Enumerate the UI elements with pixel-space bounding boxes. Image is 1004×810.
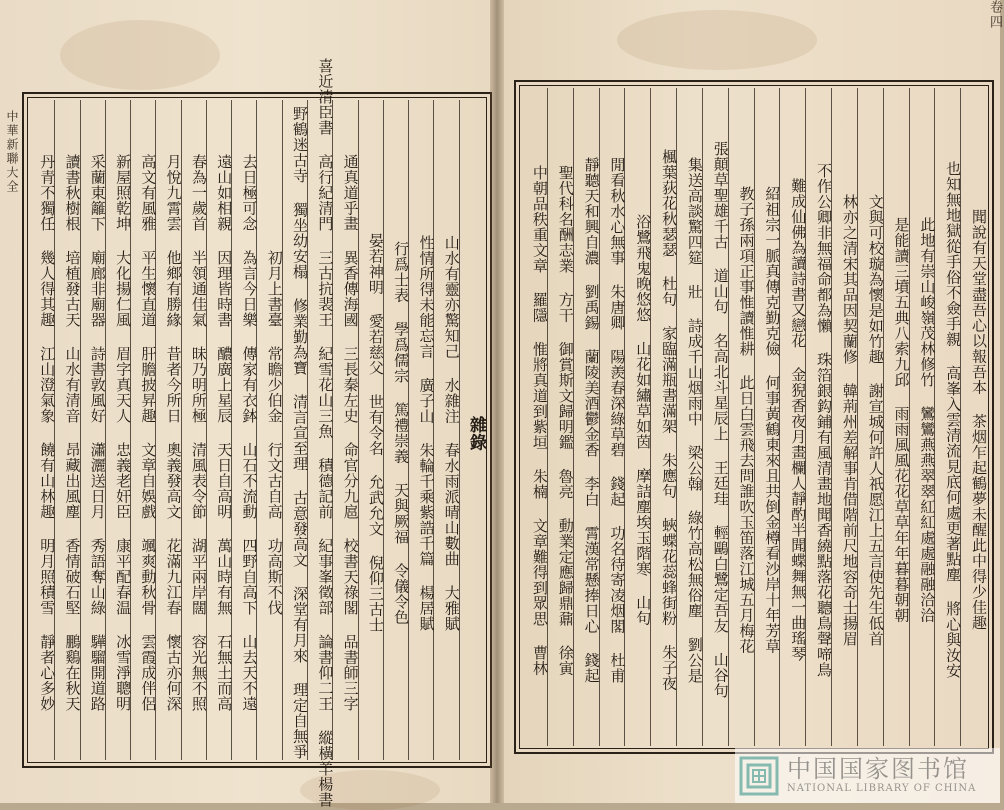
text-column <box>231 100 259 760</box>
text-column <box>282 100 310 760</box>
text-column <box>960 88 986 746</box>
column-text: 難成仙佛為讀詩書又戀花 金猊香夜月畫欄人靜酌半聞蝶舞無一曲瑤琴 <box>789 178 808 662</box>
column-text: 野鶴迷古寺 獨坐幼安榻 修業勤為寶 清言宣至理 古意發高文 深堂有月來 理定自無爭 <box>291 106 310 760</box>
column-text: 通真道乎畫 異香傳海國 三長秦左史 命官分九扈 校書天祿閣 品書師三字 <box>341 154 360 712</box>
text-column <box>54 100 82 760</box>
column-text: 中朝品秩重文章 羅隱 惟將真道到紫垣 朱楠 文章難得到眾思 曹林 <box>530 164 549 676</box>
text-column <box>80 100 105 760</box>
text-column <box>332 100 360 760</box>
column-text: 文與可校璇為懷是如竹趣 謝宣城何許人祇愿江上五言使先生低首 <box>866 193 885 647</box>
paper-stain <box>617 10 817 70</box>
right-page <box>497 0 1000 803</box>
text-column <box>155 100 183 760</box>
text-column <box>547 88 573 746</box>
column-text: 月悅九霄雲 他鄉有勝緣 昔者今所日 奧義發高文 花滿九江春 懷古亦何深 <box>164 154 183 712</box>
text-column <box>883 88 909 746</box>
text-column <box>831 88 857 746</box>
column-text: 不作公卿非無福命都為懶 珠箔銀鈎鋪有風清畫地聞香繞點落花聽鳥聲啼鳥 <box>815 162 834 678</box>
column-text: 喜近清臣書 高行紀清門 三古抗裴王 紀雪花山三魚 積德記前 紀事峯徵部 論書仰二王 縱橫羊楊書 <box>316 58 335 808</box>
column-text: 丹青不獨任 幾人得其趣 江山澄氣象 饒有山林趣 明月照積雪 靜者心多妙 <box>38 154 57 712</box>
text-column <box>573 88 599 746</box>
column-text: 春為一歲首 半領通佳氣 昧乃明所極 清風表令節 湖平兩岸闊 容光無不照 <box>189 154 208 712</box>
column-text: 雜錄 <box>466 415 486 451</box>
column-text: 是能讀三墳五典八索九邱 雨雨風風花花草草年年暮暮朝朝 <box>892 217 911 623</box>
text-column <box>934 88 963 746</box>
column-text: 靜聽天和興自濃 劉禹錫 蘭陵美酒鬱金香 李白 霄漢常懸捧日心 錢起 <box>582 156 601 684</box>
text-column <box>624 88 653 746</box>
column-text: 去日極可念 為言今日樂 傳家有衣鉢 山石不流動 四野自高下 山去天不遠 <box>240 154 259 712</box>
text-column <box>805 88 834 746</box>
text-column <box>650 88 679 746</box>
text-column <box>599 88 625 746</box>
text-column <box>30 100 57 760</box>
text-column <box>909 88 935 746</box>
left-page <box>0 0 497 808</box>
column-text: 高文有風雅 平生懷直道 肝膽披昇趣 文章自娛戲 颯爽動秋骨 雲霞成伴侶 <box>139 154 158 712</box>
column-text: 張顛草聖雄千古 道山句 名高北斗星辰上 王廷珪 輕鷗白鷺定吾友 山谷句 <box>711 141 730 699</box>
paper-stain <box>60 20 220 90</box>
text-column <box>676 88 702 746</box>
text-column <box>522 88 547 746</box>
text-column <box>459 100 484 760</box>
text-column <box>181 100 206 760</box>
column-text: 山水有靈亦驚知己 水雜注 春水雨派晴山數曲 大雅賦 <box>442 234 461 632</box>
text-column <box>256 100 284 760</box>
right-text-columns <box>522 88 986 746</box>
text-column <box>857 88 883 746</box>
column-text: 晏若神明 愛若慈父 世有令名 允武允文 倪仰三古士 <box>366 233 385 633</box>
text-column <box>130 100 158 760</box>
text-column <box>754 88 780 746</box>
text-column <box>702 88 728 746</box>
text-column <box>779 88 808 746</box>
text-column <box>105 100 133 760</box>
text-column <box>358 100 383 760</box>
column-text: 也知無地獄從手俗不僉手親 高峯入雲清流見底何處更著點塵 將心與汝安 <box>944 161 963 679</box>
column-text: 林亦之清宋其品因契蘭修 韓荊州差解事肯借階前尺地容奇士揚眉 <box>840 193 859 647</box>
text-column <box>383 100 411 760</box>
book-spine <box>490 0 504 803</box>
left-text-columns <box>30 58 486 808</box>
column-text: 采蘭東籬下 廟廊非廟器 詩書敦風好 瀟灑送日月 秀語奪山綠 驊騮開道路 <box>88 154 107 712</box>
watermark-english-text: NATIONAL LIBRARY OF CHINA <box>787 782 977 794</box>
library-watermark <box>735 748 1000 803</box>
column-text: 閒看秋水心無事 朱唐卿 陽羨春深綠草碧 錢起 功名待寄凌烟閣 杜甫 <box>608 156 627 684</box>
text-column <box>206 100 234 760</box>
text-column <box>433 100 461 760</box>
column-text: 讀書秋樹根 培植發古天 山水有清音 昂藏出風塵 香情破石堅 鵬鷄在秋天 <box>63 154 82 712</box>
column-text: 教子孫兩項正事惟讀惟耕 此日白雲飛去問誰吹玉笛落江城五月梅花 <box>737 186 756 654</box>
text-column <box>408 100 436 760</box>
right-margin-label: 卷四 <box>987 0 1002 30</box>
column-text: 浴鷺飛鬼晚悠悠 山花如繡草如茵 摩詰塵埃玉階寒 山句 <box>634 214 653 626</box>
left-text-frame <box>22 58 492 808</box>
column-text: 此地有崇山峻嶺茂林修竹 鸞鸞燕燕翠翠紅紅處處融融洽洽 <box>918 217 937 623</box>
column-text: 遠山如相親 因理皆時書 醲廣上星辰 天日自高明 萬山時有無 石無土而高 <box>215 154 234 712</box>
column-text: 聖代科名酬志業 方干 御賞斯文歸明鑑 魯亮 動業定應歸鼎鼐 徐寅 <box>556 164 575 676</box>
left-margin-label: 中華新聯大全 <box>5 110 19 194</box>
column-text: 楓葉荻花秋瑟瑟 杜句 家臨滿瓶書滿架 朱應句 蛺蝶花蕊蜂街粉 朱子夜 <box>660 149 679 691</box>
column-text: 行爲士表 學爲儒宗 篤禮崇義 天與厥福 令儀令色 <box>392 241 411 625</box>
column-text: 紹祖宗一脈真傳克勤克儉 何事黃鶴東來且共倒金樽看沙岸十年芳草 <box>763 186 782 654</box>
column-text: 性情所得未能忘言 廣子山 朱輪千乘紫誥千篇 楊居賦 <box>417 234 436 632</box>
text-column <box>307 58 335 808</box>
right-text-frame <box>514 80 994 754</box>
column-text: 集送高談驚四筵 壯 詩成千山烟雨中 梁公翰 綠竹高松無俗塵 劉公是 <box>685 156 704 684</box>
library-logo-icon <box>739 756 779 796</box>
watermark-chinese-text: 中国国家图书馆 <box>787 755 969 784</box>
column-text: 初月上書臺 常瞻少伯金 行文古自高 功高斯不伐 <box>265 250 284 616</box>
text-column <box>728 88 754 746</box>
column-text: 聞說有天堂盡吾心以報吾本 茶烟乍起鶴夢未醒此中得少佳趣 <box>970 209 988 631</box>
column-text: 新屋照乾坤 大化揚仁風 眉字真天人 忠義老奸臣 康平配春温 冰雪淨聰明 <box>114 154 133 712</box>
